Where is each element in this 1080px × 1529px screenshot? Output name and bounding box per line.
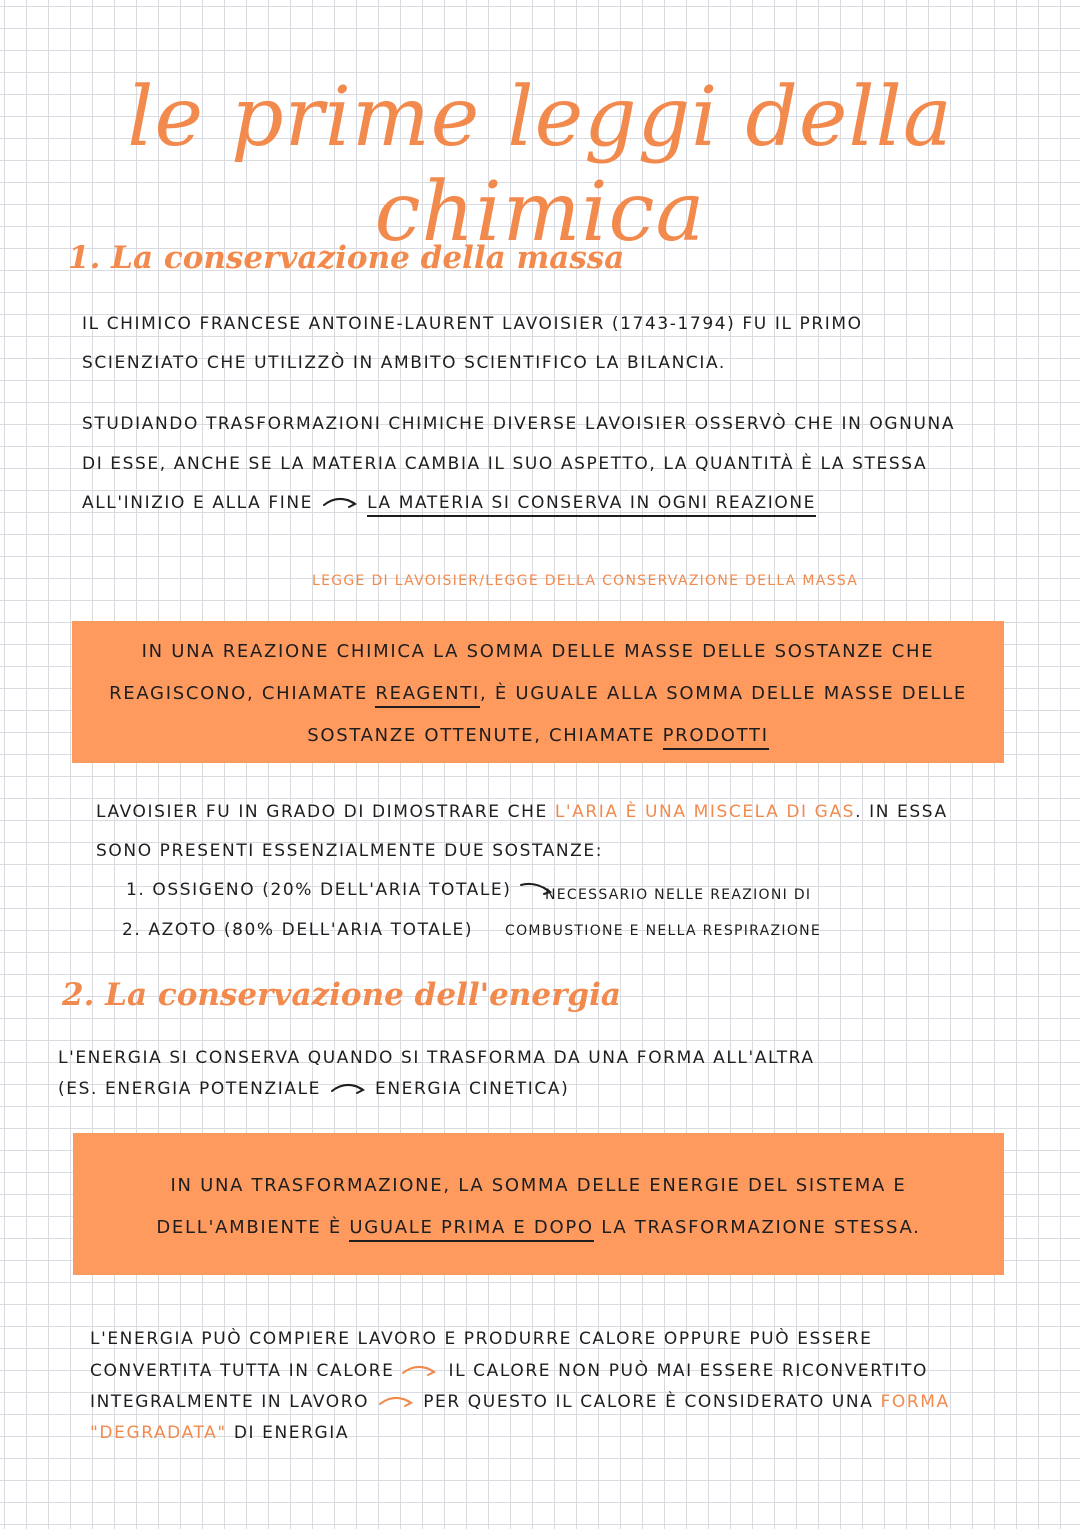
reagenti-term: REAGENTI (375, 683, 480, 708)
box1-line-1: IN UNA REAZIONE CHIMICA LA SOMMA DELLE MASSE DELLE SOSTANZE CHE (141, 641, 935, 662)
s2-p2-line3-mid: PER QUESTO IL CALORE È CONSIDERATO UNA (423, 1392, 874, 1412)
s2-p2-line4-end: DI ENERGIA (233, 1423, 350, 1443)
prodotti-term: PRODOTTI (663, 725, 769, 750)
oxygen-text: 1. OSSIGENO (20% DELL'ARIA TOTALE) (126, 880, 512, 900)
box1-line-3 (72, 725, 1004, 746)
box2-line2-end: LA TRASFORMAZIONE STESSA. (601, 1217, 921, 1238)
arrow-icon (328, 1080, 368, 1096)
s2-p2-line2-start: CONVERTITA TUTTA IN CALORE (90, 1361, 395, 1381)
s2-p2-line3-start: INTEGRALMENTE IN LAVORO (90, 1392, 370, 1412)
box2-line-1: IN UNA TRASFORMAZIONE, LA SOMMA DELLE ENERGIE DEL SISTEMA E (170, 1175, 907, 1196)
box1-line2-start: REAGISCONO, CHIAMATE (109, 683, 368, 704)
s2-paragraph-2-line-4 (90, 1423, 349, 1443)
s1-paragraph-3-line-2: SONO PRESENTI ESSENZIALMENTE DUE SOSTANZE: (96, 841, 604, 861)
energy-conservation-box (73, 1133, 1004, 1275)
page-title: le prime leggi della chimica (127, 70, 953, 260)
s1-paragraph-1-line-1: IL CHIMICO FRANCESE ANTOINE-LAURENT LAVOISIER (1743-1794) FU IL PRIMO (82, 314, 863, 334)
s1-paragraph-1-line-2: SCIENZIATO CHE UTILIZZÒ IN AMBITO SCIENTIFICO LA BILANCIA. (82, 353, 726, 373)
lavoisier-law-box (72, 621, 1004, 763)
s2-p1-line2-start: (ES. ENERGIA POTENZIALE (58, 1079, 321, 1099)
s2-paragraph-1-line-1: L'ENERGIA SI CONSERVA QUANDO SI TRASFORMA DA UNA FORMA ALL'ALTRA (58, 1048, 815, 1068)
s1-p2-line3-start: ALL'INIZIO E ALLA FINE (82, 493, 314, 513)
arrow-icon (320, 494, 360, 510)
forma-highlight: FORMA (880, 1392, 950, 1412)
list-item-oxygen (126, 880, 559, 900)
box1-line2-end: , È UGUALE ALLA SOMMA DELLE MASSE DELLE (480, 683, 967, 704)
s2-p2-line2-end: IL CALORE NON PUÒ MAI ESSERE RICONVERTITO (448, 1361, 929, 1381)
section-2-heading: 2. La conservazione dell'energia (62, 977, 621, 1013)
arrow-icon (401, 1362, 441, 1378)
box1-line3-start: SOSTANZE OTTENUTE, CHIAMATE (307, 725, 656, 746)
uguale-prima-e-dopo: UGUALE PRIMA E DOPO (349, 1217, 593, 1242)
s1-paragraph-3-line-1 (96, 802, 948, 822)
box2-line-2 (73, 1217, 1004, 1238)
box1-line-2 (72, 683, 1004, 704)
s1-p3-line1-end: . IN ESSA (855, 802, 948, 822)
s2-p1-line2-end: ENERGIA CINETICA) (375, 1079, 570, 1099)
list-item-nitrogen: 2. AZOTO (80% DELL'ARIA TOTALE) (122, 920, 474, 940)
s2-paragraph-2-line-1: L'ENERGIA PUÒ COMPIERE LAVORO E PRODURRE CALORE OPPURE PUÒ ESSERE (90, 1329, 873, 1349)
arrow-icon (376, 1393, 416, 1409)
s2-paragraph-2-line-2 (90, 1361, 928, 1381)
degradata-highlight: "DEGRADATA" (90, 1423, 227, 1443)
s2-paragraph-1-line-2 (58, 1079, 569, 1099)
s1-p3-line1-start: LAVOISIER FU IN GRADO DI DIMOSTRARE CHE (96, 802, 548, 822)
s1-paragraph-2-line-2: DI ESSE, ANCHE SE LA MATERIA CAMBIA IL SUO ASPETTO, LA QUANTITÀ È LA STESSA (82, 454, 928, 474)
oxygen-note-line-2: COMBUSTIONE E NELLA RESPIRAZIONE (505, 923, 822, 939)
section-1-heading: 1. La conservazione della massa (68, 240, 625, 276)
oxygen-note-line-1: NECESSARIO NELLE REAZIONI DI (545, 887, 812, 903)
box2-line2-start: DELL'AMBIENTE È (156, 1217, 342, 1238)
s1-conclusion-underlined: LA MATERIA SI CONSERVA IN OGNI REAZIONE (367, 493, 816, 517)
s2-paragraph-2-line-3 (90, 1392, 950, 1412)
air-mixture-highlight: L'ARIA È UNA MISCELA DI GAS (554, 802, 856, 822)
s1-paragraph-2-line-3 (82, 493, 816, 513)
law-of-lavoisier-label: LEGGE DI LAVOISIER/LEGGE DELLA CONSERVAZIONE DELLA MASSA (312, 573, 859, 589)
s1-paragraph-2-line-1: STUDIANDO TRASFORMAZIONI CHIMICHE DIVERSE LAVOISIER OSSERVÒ CHE IN OGNUNA (82, 414, 956, 434)
